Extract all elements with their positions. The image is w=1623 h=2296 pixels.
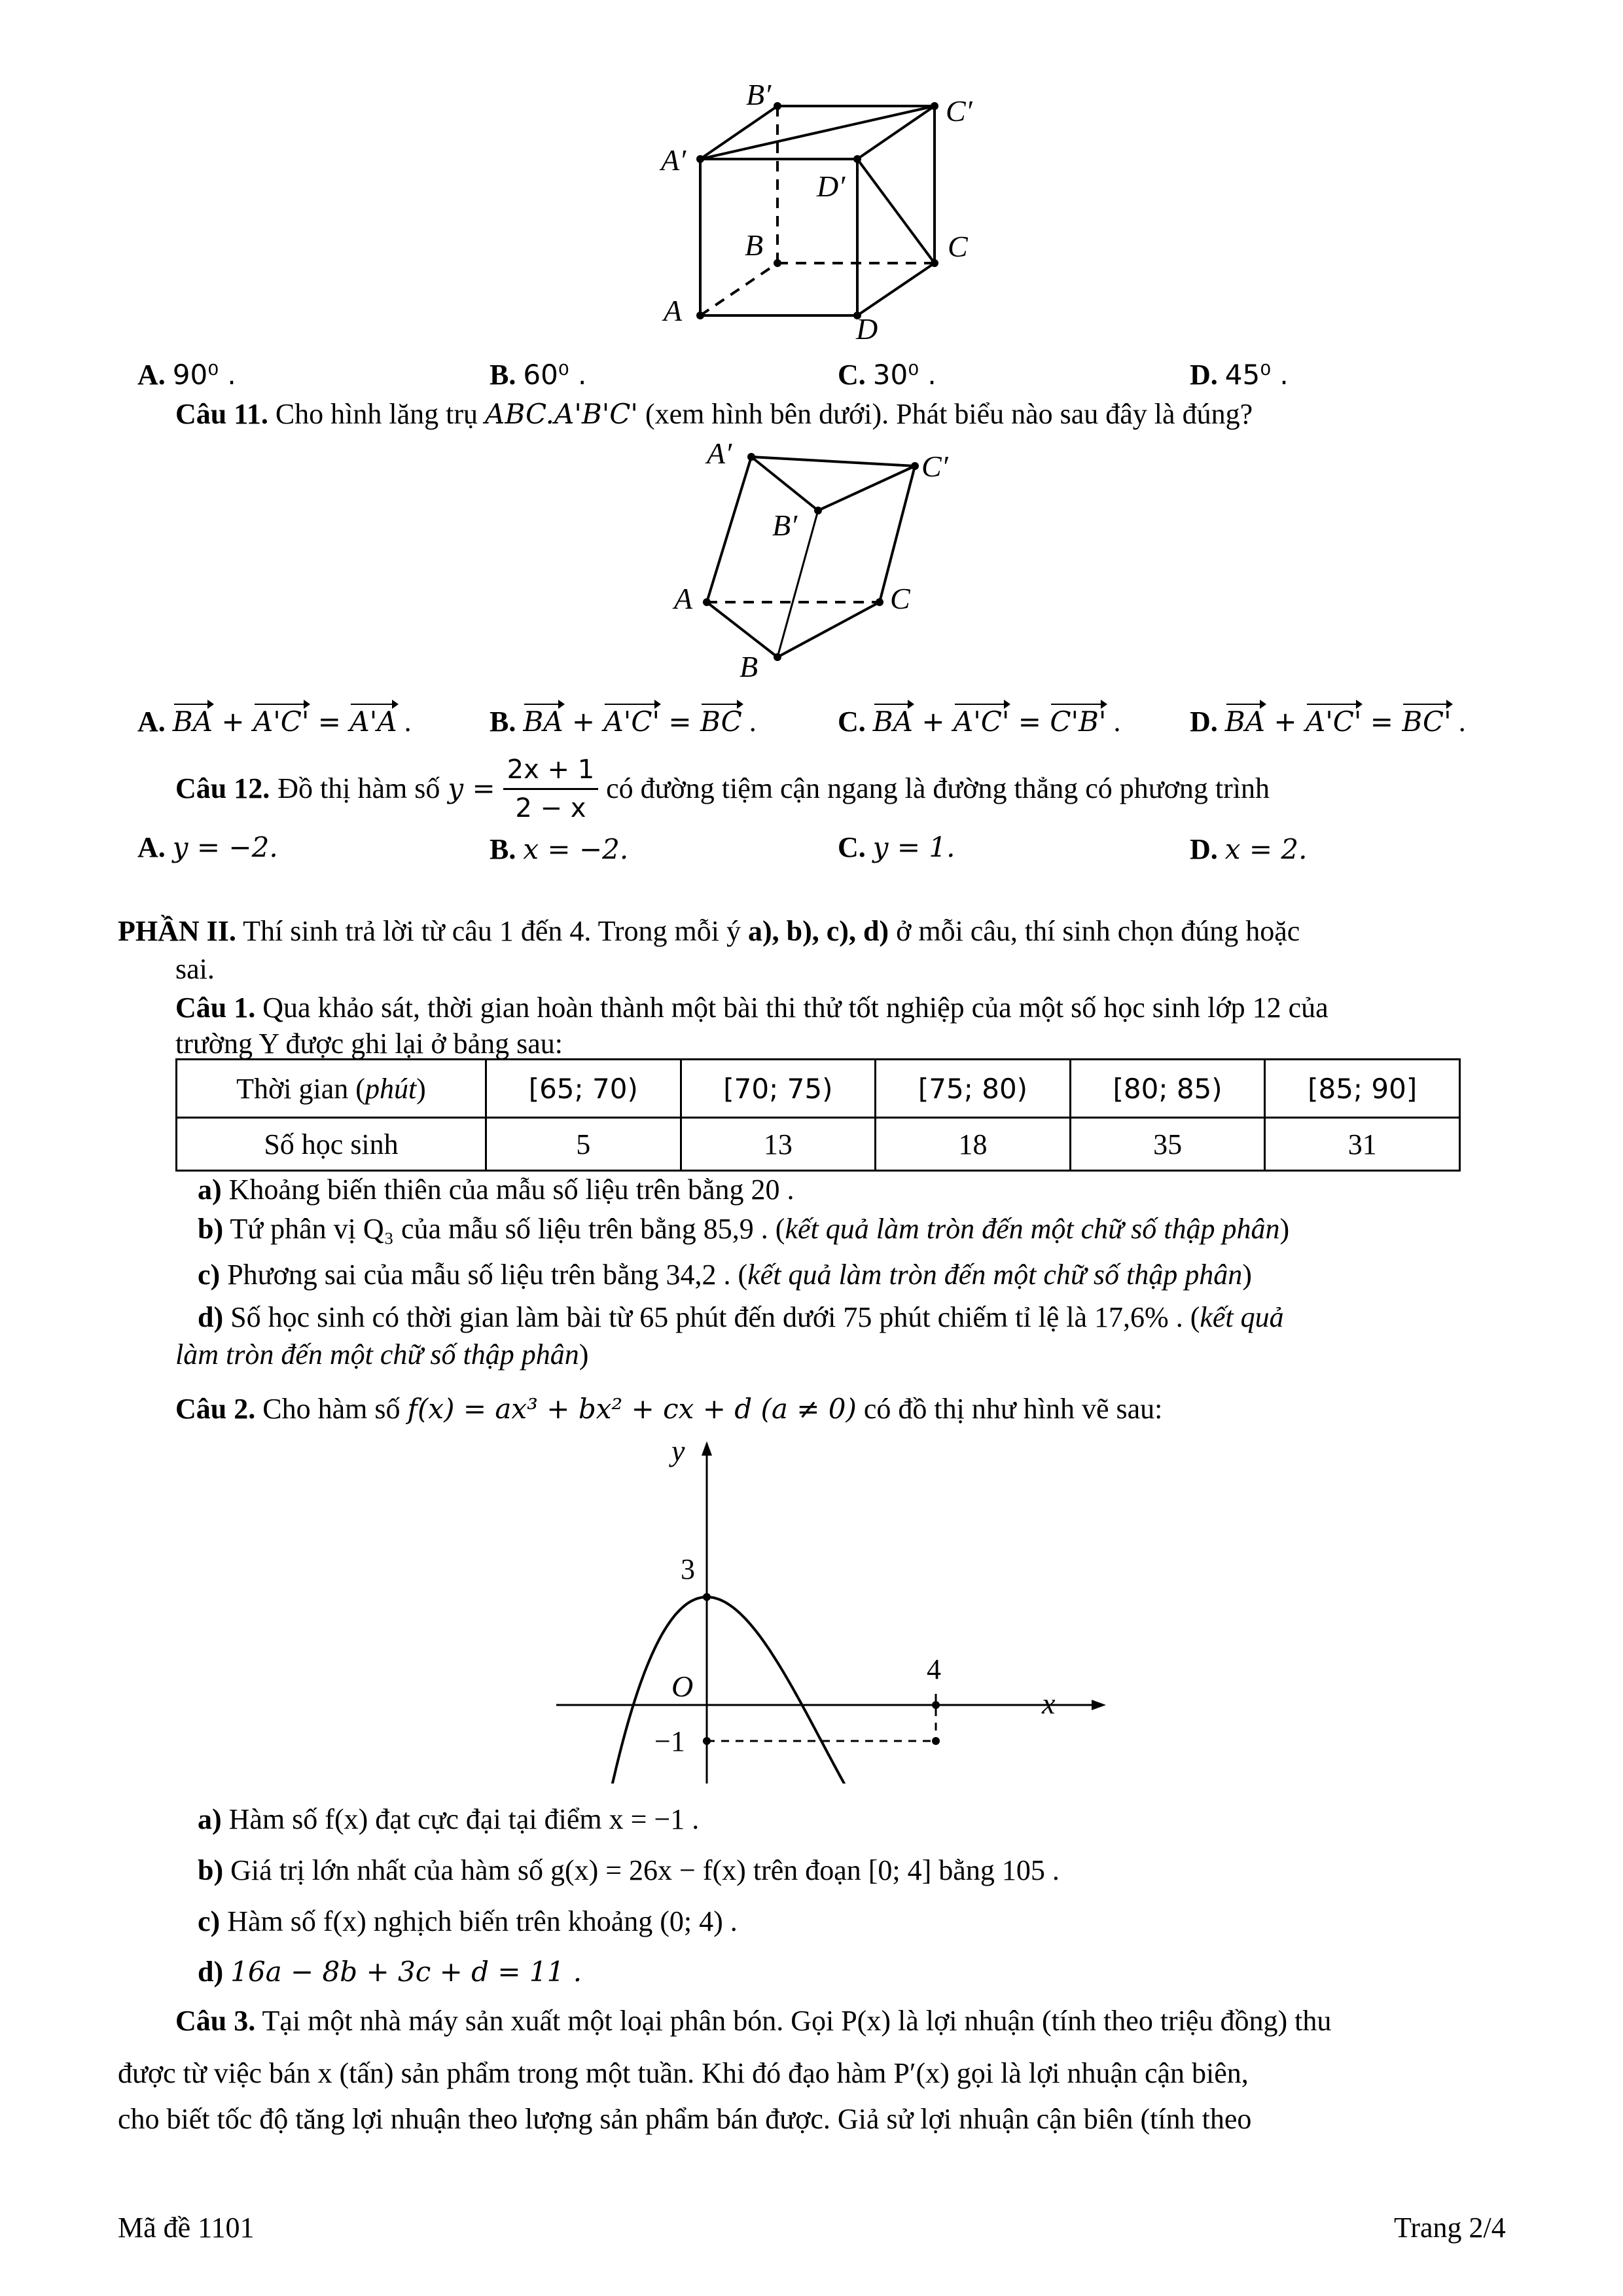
y-axis-arrow — [702, 1441, 712, 1456]
point-ylabel-min — [703, 1737, 711, 1745]
q11-question: Câu 11. Cho hình lăng trụ ABC.A'B'C' (xem hình bên dưới). Phát biểu nào sau đây là đúng? — [175, 398, 1253, 430]
cube-label-bp: B′ — [746, 79, 772, 111]
c3-line3: cho biết tốc độ tăng lợi nhuận theo lượng sản phẩm bán được. Giả sử lợi nhuận cận biên (tính theo — [118, 2103, 1252, 2135]
q10-option-d: D. 45⁰ . — [1190, 359, 1289, 391]
q12-fraction: $\frac{2x + 1}{2 - x}$ — [503, 751, 599, 827]
table-interval: [80; 85) — [1070, 1060, 1265, 1118]
c1-question-line2: trường Y được ghi lại ở bảng sau: — [175, 1028, 563, 1060]
c2-graph — [543, 1433, 1132, 1800]
point-x4 — [932, 1701, 940, 1709]
graph-max-label: 3 — [681, 1553, 695, 1585]
c3-line1: Câu 3. Tại một nhà máy sản xuất một loại phân bón. Gọi P(x) là lợi nhuận (tính theo triệu đồng) thu — [175, 2005, 1332, 2037]
table-header-students: Số học sinh — [177, 1118, 486, 1171]
c2-question: Câu 2. Cho hàm số f(x) = ax³ + bx² + cx + d (a ≠ 0) có đồ thị như hình vẽ sau: — [175, 1393, 1163, 1425]
point-min — [932, 1737, 940, 1745]
cube-label-c: C — [948, 230, 968, 263]
c1-statement-d: d) Số học sinh có thời gian làm bài từ 65 phút đến dưới 75 phút chiếm tỉ lệ là 17,6% . (kết quả — [198, 1301, 1284, 1333]
cubic-curve — [558, 1597, 982, 1800]
table-count: 35 — [1070, 1118, 1265, 1171]
q10-option-b: B. 60⁰ . — [490, 359, 587, 391]
cube-label-dp: D′ — [817, 170, 846, 203]
table-count: 31 — [1265, 1118, 1460, 1171]
c1-statement-d-cont: làm tròn đến một chữ số thập phân) — [175, 1338, 589, 1371]
prism-label-b: B — [740, 650, 758, 683]
c1-statement-c: c) Phương sai của mẫu số liệu trên bằng 34,2 . (kết quả làm tròn đến một chữ số thập phân) — [198, 1259, 1252, 1291]
footer-exam-code: Mã đề 1101 — [118, 2212, 255, 2244]
table-row — [177, 1060, 1460, 1118]
graph-origin-label: O — [671, 1670, 694, 1703]
q10-option-c: C. 30⁰ . — [838, 359, 936, 391]
cube-figure — [648, 79, 1014, 340]
part2-heading: PHẦN II. Thí sinh trả lời từ câu 1 đến 4. Trong mỗi ý a), b), c), d) ở mỗi câu, thí sinh chọn đúng hoặc — [118, 915, 1300, 947]
q12-option-c: C. y = 1. — [838, 831, 955, 863]
q10-option-a: A. 90⁰ . — [137, 359, 236, 391]
table-count: 18 — [876, 1118, 1071, 1171]
prism-figure — [654, 437, 995, 699]
q11-option-b: B. BA + A'C' = BC . — [490, 704, 757, 740]
q11-option-d: D. BA + A'C' = BC' . — [1190, 704, 1466, 740]
q12-question: Câu 12. Đồ thị hàm số y = $\frac{2x + 1}{2 - x}$ có đường tiệm cận ngang là đường thẳng có phương trình — [175, 746, 1270, 831]
graph-x-label: x — [1042, 1687, 1056, 1720]
table-count: 13 — [681, 1118, 876, 1171]
c1-statement-a: a) Khoảng biến thiên của mẫu số liệu trên bằng 20 . — [198, 1174, 794, 1206]
cube-label-a: A — [664, 294, 683, 327]
cube-label-d: D — [856, 312, 878, 340]
prism-label-cp: C′ — [921, 450, 948, 483]
graph-min-label: −1 — [654, 1725, 685, 1757]
part2-heading-cont: sai. — [175, 953, 215, 985]
graph-y-label: y — [671, 1434, 685, 1467]
q11-option-c: C. BA + A'C' = C'B' . — [838, 704, 1120, 740]
c2-statement-a: a) Hàm số f(x) đạt cực đại tại điểm x = −1 . — [198, 1803, 700, 1835]
cube-label-ap: A′ — [661, 143, 687, 177]
x-axis-arrow — [1092, 1700, 1106, 1710]
prism-label-c: C — [890, 582, 910, 615]
q11-option-a: A. BA + A'C' = A'A . — [137, 704, 412, 740]
c1-question-line1: Câu 1. Qua khảo sát, thời gian hoàn thành một bài thi thử tốt nghiệp của một số học sinh lớp 12 của — [175, 992, 1329, 1024]
cube-label-cp: C′ — [946, 94, 972, 128]
table-header-time: Thời gian (phút) — [177, 1060, 486, 1118]
c1-data-table — [175, 1058, 1461, 1172]
point-max — [703, 1593, 711, 1601]
c2-statement-d: d) 16a − 8b + 3c + d = 11 . — [198, 1956, 582, 1988]
footer-page-number: Trang 2/4 — [1394, 2212, 1506, 2244]
c2-statement-c: c) Hàm số f(x) nghịch biến trên khoảng (0; 4) . — [198, 1905, 738, 1937]
graph-x4-label: 4 — [927, 1653, 941, 1685]
table-row — [177, 1118, 1460, 1171]
c2-statement-b: b) Giá trị lớn nhất của hàm số g(x) = 26x − f(x) trên đoạn [0; 4] bằng 105 . — [198, 1854, 1060, 1886]
c1-statement-b: b) Tứ phân vị Q₃ của mẫu số liệu trên bằng 85,9 . (kết quả làm tròn đến một chữ số thập phân) — [198, 1213, 1290, 1245]
prism-label-ap: A′ — [707, 437, 732, 470]
table-interval: [85; 90] — [1265, 1060, 1460, 1118]
cube-label-b: B — [745, 228, 764, 262]
q12-option-a: A. y = −2. — [137, 831, 278, 863]
table-interval: [75; 80) — [876, 1060, 1071, 1118]
c3-line2: được từ việc bán x (tấn) sản phẩm trong một tuần. Khi đó đạo hàm P′(x) gọi là lợi nhuận cận biên, — [118, 2057, 1249, 2089]
table-interval: [65; 70) — [486, 1060, 681, 1118]
table-interval: [70; 75) — [681, 1060, 876, 1118]
q12-option-b: B. x = −2. — [490, 833, 629, 865]
prism-label-a: A — [674, 582, 693, 615]
table-count: 5 — [486, 1118, 681, 1171]
prism-label-bp: B′ — [772, 509, 798, 542]
q12-option-d: D. x = 2. — [1190, 833, 1308, 865]
